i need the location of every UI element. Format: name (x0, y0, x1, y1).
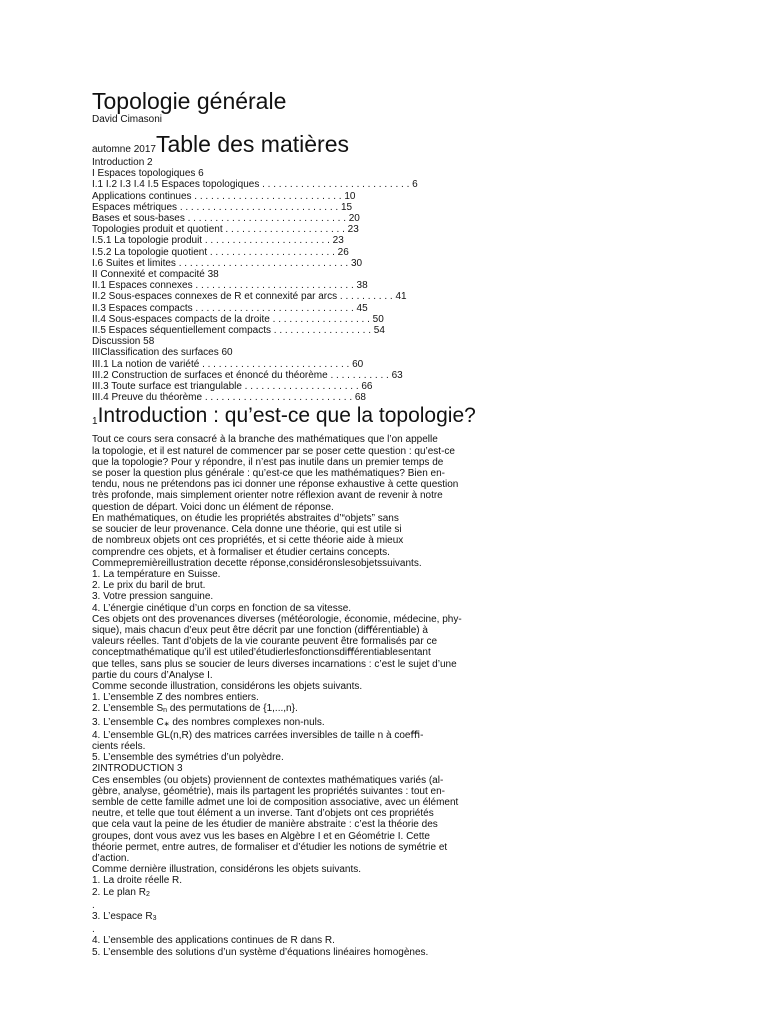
body-line: d’action. (92, 852, 130, 864)
body-line: conceptmathématique qu’il est utiled’étudierlesfonctionsdiﬀérentiablesentant (92, 647, 431, 659)
body-line: sique), mais chacun d’eux peut être décrit par une fonction (diﬀérentiable) à (92, 624, 428, 636)
body-line: semble de cette famille admet une loi de composition associative, avec un élément (92, 796, 459, 808)
body-line: 1. La température en Suisse. (92, 568, 221, 580)
body-line-plane: 2. Le plan R2 (92, 886, 150, 898)
document-title: Topologie générale (92, 88, 287, 114)
body-line: 3. Votre pression sanguine. (92, 591, 214, 603)
toc-entry: III.2 Construction de surfaces et énoncé du théorème . . . . . . . . . . . 63 (92, 369, 403, 381)
body-line-space: 3. L’espace R3 (92, 911, 157, 922)
document-author: David Cimasoni (92, 114, 163, 125)
chapter-body-part-2 (92, 730, 502, 887)
body-line: que telles, sans plus se soucier de leurs diverses incarnations : c’est le sujet d’une (92, 658, 457, 670)
body-line: 2INTRODUCTION 3 (92, 763, 183, 775)
body-line-dot: . (92, 899, 95, 911)
toc-entry: Bases et sous-bases . . . . . . . . . . . . . . . . . . . . . . . . . . . . . 20 (92, 213, 360, 225)
chapter-body-part-1 (92, 434, 502, 703)
document-page (92, 88, 502, 958)
body-line: de nombreux objets ont ces propriétés, et si cette théorie aide à mieux (92, 535, 404, 547)
toc-entry: III.3 Toute surface est triangulable . . . . . . . . . . . . . . . . . . . . . 66 (92, 381, 373, 393)
body-line: 4. L’ensemble des applications continues de R dans R. (92, 935, 335, 947)
body-line: théorie permet, entre autres, de formaliser et d’étudier les notions de symétrie et (92, 841, 448, 853)
body-line: la topologie, et il est naturel de commencer par se poser cette question : qu’est-ce (92, 445, 455, 457)
body-line: question de départ. Voici donc un élément de réponse. (92, 501, 334, 513)
body-line: comprendre ces objets, et à formaliser et étudier certains concepts. (92, 546, 390, 558)
document-date: automne 2017 (92, 144, 156, 155)
body-line: neutre, et telle que tout élément a un inverse. Tant d’objets ont ces propriétés (92, 808, 434, 820)
toc-entry: III.4 Preuve du théorème . . . . . . . . . . . . . . . . . . . . . . . . . . . 68 (92, 392, 366, 404)
body-line: se poser la question plus générale : qu’est-ce que les mathématiques? Bien en- (92, 468, 445, 480)
body-line: Comme seconde illustration, considérons les objets suivants. (92, 680, 363, 692)
body-line: Comme dernière illustration, considérons les objets suivants. (92, 864, 362, 876)
toc-entry: II.4 Sous-espaces compacts de la droite . . . . . . . . . . . . . . . . . . 50 (92, 313, 384, 325)
chapter-heading (92, 404, 502, 434)
toc-entry: II Connexité et compacité 38 (92, 269, 219, 281)
toc-entry: Applications continues . . . . . . . . . . . . . . . . . . . . . . . . . . . 10 (92, 190, 356, 202)
body-line: valeurs réelles. Tant d’objets de la vie courante peuvent être formalisés par ce (92, 636, 438, 648)
toc-entry: II.3 Espaces compacts . . . . . . . . . . . . . . . . . . . . . . . . . . . . . 45 (92, 302, 368, 314)
body-line: Tout ce cours sera consacré à la branche des mathématiques que l’on appelle (92, 434, 438, 446)
toc-entry: II.5 Espaces séquentiellement compacts . . . . . . . . . . . . . . . . . . 54 (92, 325, 385, 337)
body-line: 4. L’ensemble GL(n,R) des matrices carrées inversibles de taille n à coeﬃ- (92, 729, 424, 741)
body-line: 1. L’ensemble Z des nombres entiers. (92, 692, 259, 704)
body-line: partie du cours d’Analyse I. (92, 669, 213, 681)
table-of-contents (92, 157, 502, 403)
toc-entry: II.2 Sous-espaces connexes de R et connexité par arcs . . . . . . . . . . 41 (92, 291, 407, 303)
toc-entry: I.6 Suites et limites . . . . . . . . . . . . . . . . . . . . . . . . . . . . . . . 30 (92, 257, 363, 269)
body-line: En mathématiques, on étudie les propriétés abstraites d’“objets” sans (92, 512, 399, 524)
body-line: Ces ensembles (ou objets) proviennent de contextes mathématiques variés (al- (92, 774, 444, 786)
body-line-complex-numbers: 3. L’ensemble C∗ des nombres complexes non-nuls. (92, 716, 325, 728)
chapter-title: Introduction : qu’est-ce que la topologie? (97, 404, 476, 428)
toc-entry: IIIClassification des surfaces 60 (92, 347, 233, 359)
chapter-number: 1 (92, 416, 98, 428)
body-line: 5. L’ensemble des symétries d’un polyèdre. (92, 752, 284, 764)
body-line: que cela vaut la peine de les étudier de manière abstraite : c’est la théorie des (92, 819, 438, 831)
toc-entry: Topologies produit et quotient . . . . . . . . . . . . . . . . . . . . . . 23 (92, 224, 359, 236)
chapter-body-part-3 (92, 935, 502, 957)
body-line: se soucier de leur provenance. Cela donne une théorie, qui est utile si (92, 524, 402, 536)
toc-entry: I.1 I.2 I.3 I.4 I.5 Espaces topologiques . . . . . . . . . . . . . . . . . . . . . . . . . . . 6 (92, 179, 418, 191)
toc-entry: Espaces métriques . . . . . . . . . . . . . . . . . . . . . . . . . . . . . 15 (92, 201, 353, 213)
toc-entry: I.5.1 La topologie produit . . . . . . . . . . . . . . . . . . . . . . . 23 (92, 235, 344, 247)
body-line: groupes, dont vous avez vus les bases en Algèbre I et en Géométrie I. Cette (92, 830, 430, 842)
body-line: très profonde, mais simplement orienter notre réflexion avant de revenir à notre (92, 490, 443, 502)
body-line: 4. L’énergie cinétique d’un corps en fonction de sa vitesse. (92, 602, 352, 614)
toc-entry: II.1 Espaces connexes . . . . . . . . . . . . . . . . . . . . . . . . . . . . . 38 (92, 280, 368, 292)
body-line-dot: . (92, 924, 95, 936)
body-line: que la topologie? Pour y répondre, il n’est pas inutile dans un premier temps de (92, 456, 444, 468)
date-and-toc-heading (92, 131, 502, 157)
toc-entry: I Espaces topologiques 6 (92, 168, 204, 180)
body-line: 5. L’ensemble des solutions d’un système d’équations linéaires homogènes. (92, 946, 429, 958)
body-line: 2. Le prix du baril de brut. (92, 580, 206, 592)
toc-title: Table des matières (155, 131, 349, 157)
body-line: Ces objets ont des provenances diverses (météorologie, économie, médecine, phy- (92, 613, 462, 625)
body-line-symmetric-group: 2. L’ensemble Sn des permutations de {1,...,n}. (92, 703, 298, 715)
toc-entry: I.5.2 La topologie quotient . . . . . . . . . . . . . . . . . . . . . . . 26 (92, 246, 349, 258)
body-line: gèbre, analyse, géométrie), mais ils partagent les propriétés suivantes : tout en- (92, 785, 445, 797)
toc-entry: Introduction 2 (92, 157, 153, 168)
body-line: cients réels. (92, 740, 146, 752)
body-line: tendu, nous ne prétendons pas ici donner une réponse exhaustive à cette question (92, 479, 459, 491)
body-line: Commepremièreillustration decette réponse,considéronslesobjetssuivants. (92, 557, 422, 569)
body-line: 1. La droite réelle R. (92, 875, 183, 887)
toc-entry: Discussion 58 (92, 336, 155, 348)
toc-entry: III.1 La notion de variété . . . . . . . . . . . . . . . . . . . . . . . . . . . 60 (92, 358, 364, 370)
